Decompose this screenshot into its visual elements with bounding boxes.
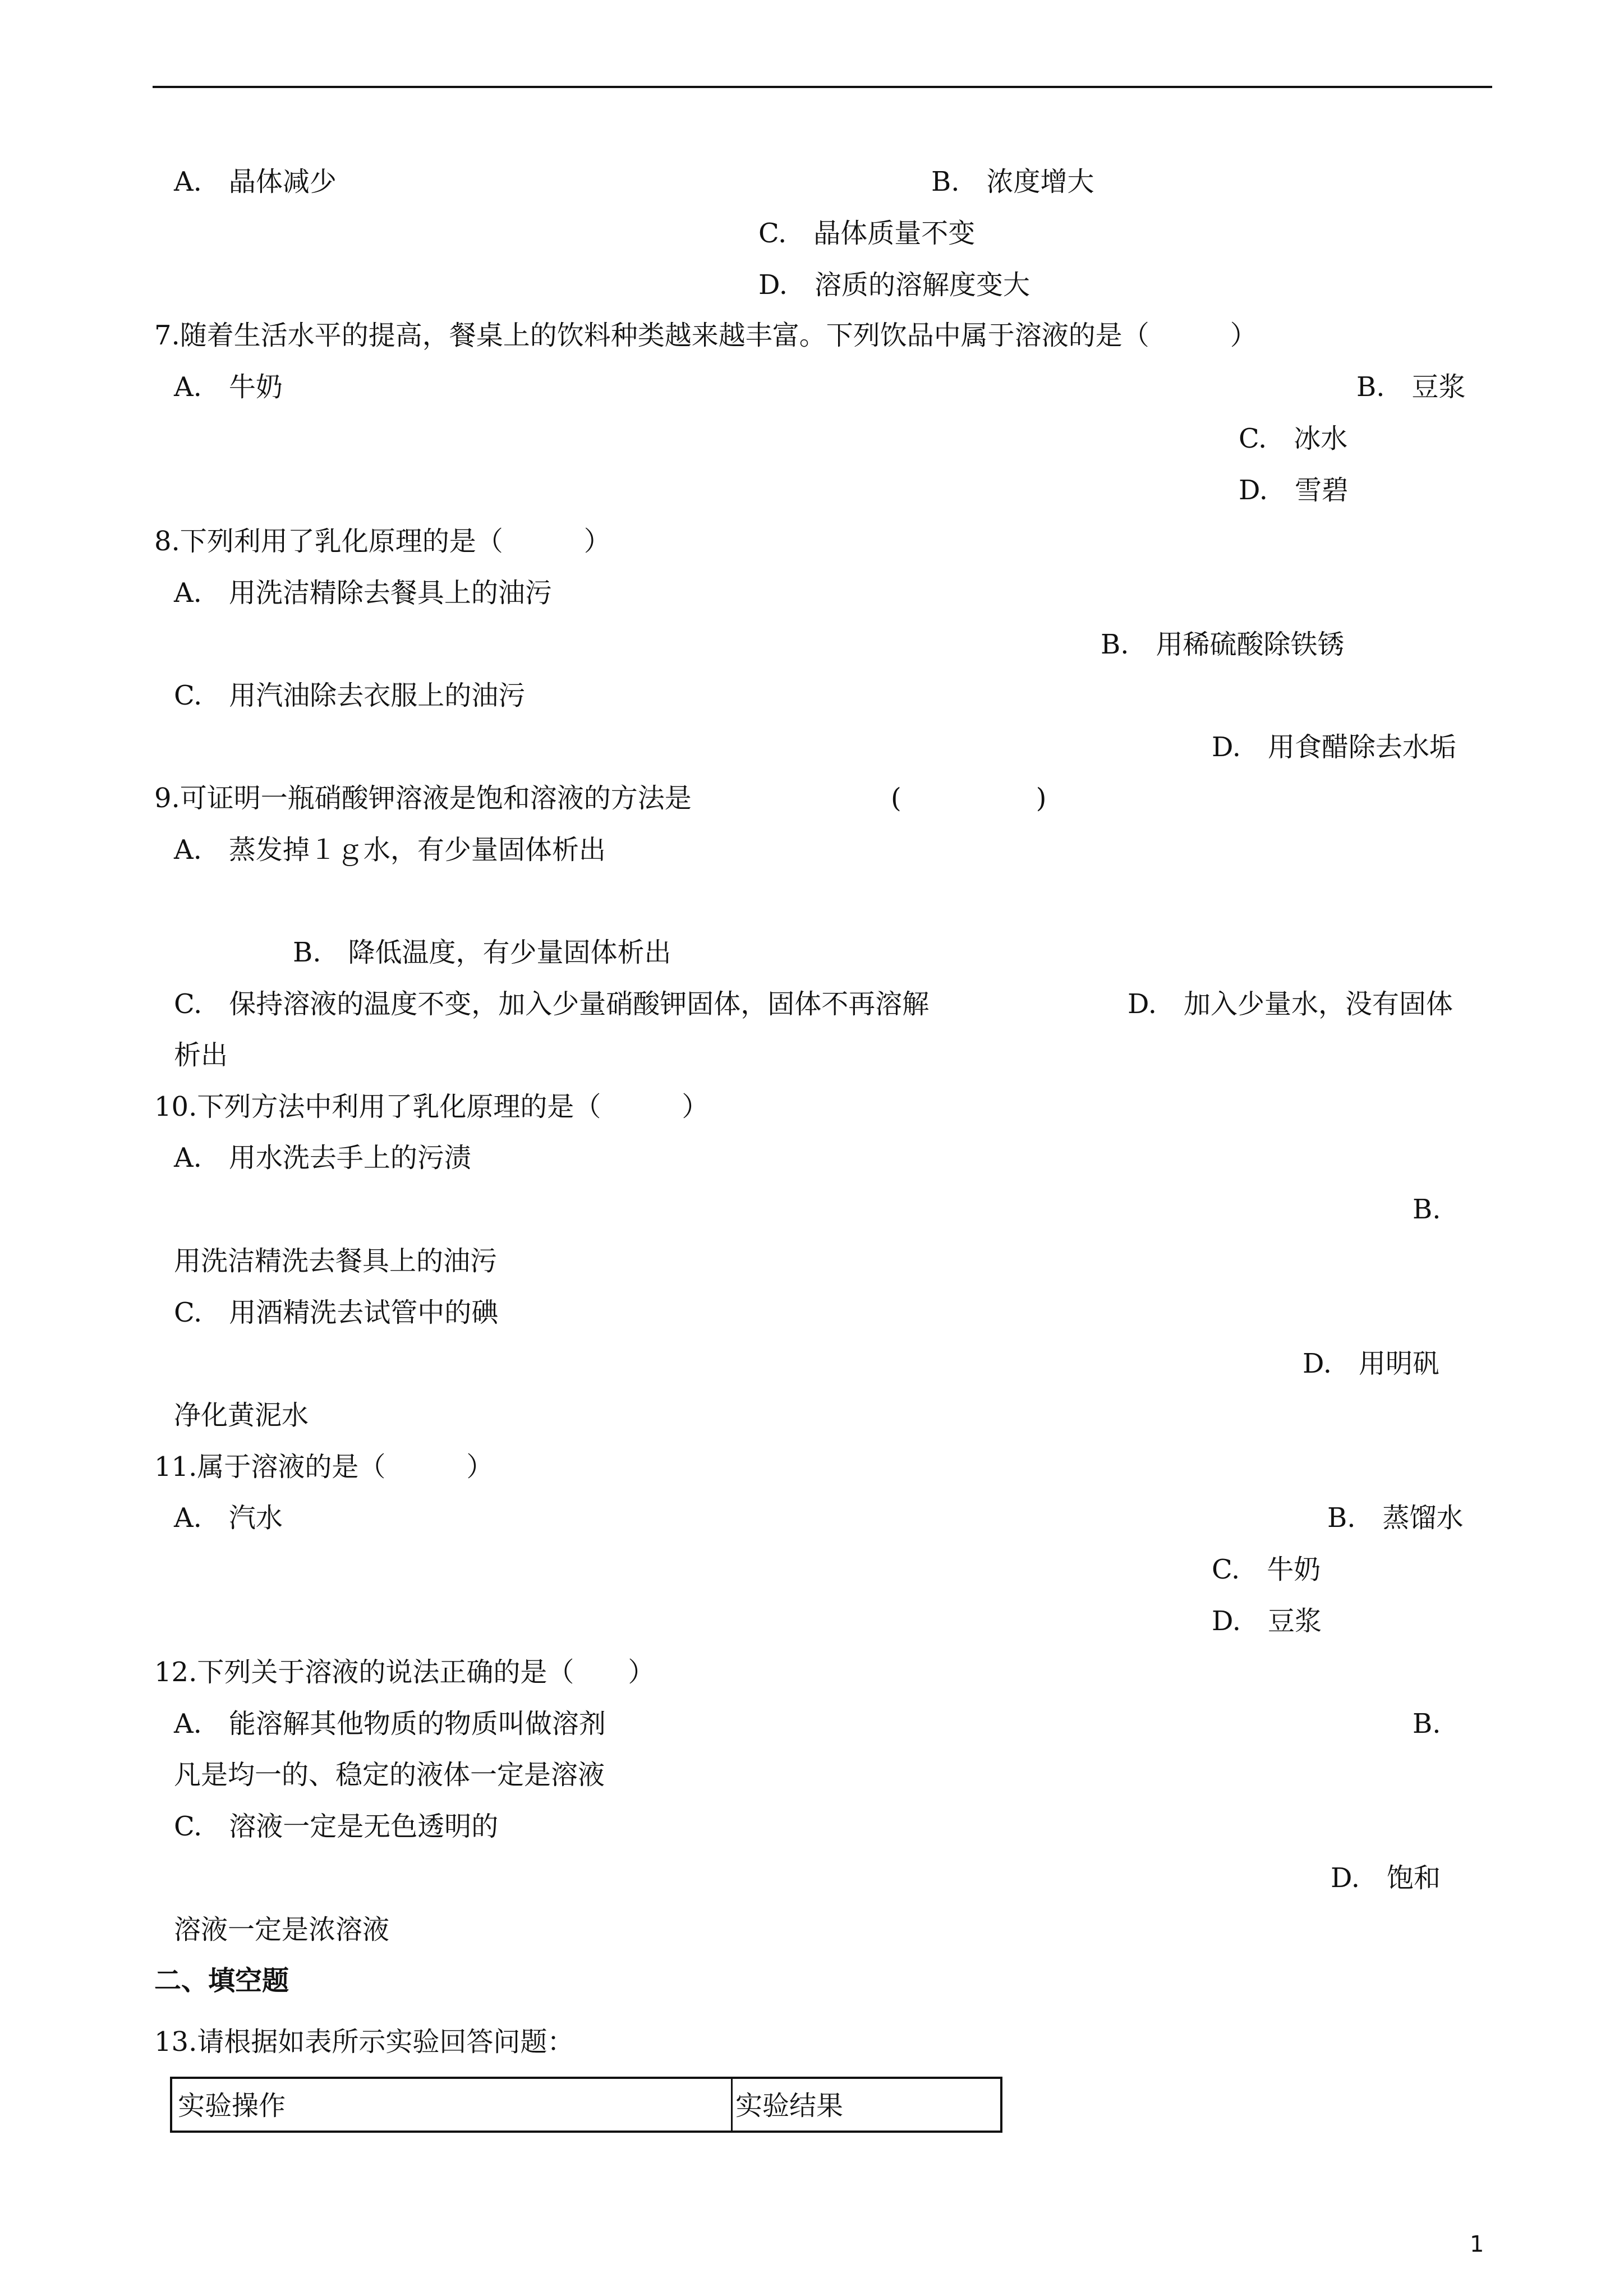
header-rule bbox=[153, 86, 1492, 88]
table-header-result: 实验结果 bbox=[735, 2090, 844, 2122]
q8-option-d: D. 用食醋除去水垢 bbox=[1212, 731, 1457, 763]
q8-option-c: C. 用汽油除去衣服上的油污 bbox=[174, 680, 526, 711]
q9-option-b: B. 降低温度，有少量固体析出 bbox=[293, 937, 671, 968]
q10-option-a: A. 用水洗去手上的污渍 bbox=[174, 1142, 471, 1174]
q10-option-d: D. 用明矾 bbox=[1303, 1348, 1440, 1379]
q9-answer-paren: ( ) bbox=[891, 783, 1047, 814]
experiment-table bbox=[170, 2077, 1002, 2133]
q12-option-b: B. bbox=[1413, 1708, 1441, 1740]
q7-stem: 7.随着生活水平的提高，餐桌上的饮料种类越来越丰富。下列饮品中属于溶液的是（ ） bbox=[154, 320, 1257, 351]
q7-option-d: D. 雪碧 bbox=[1239, 475, 1349, 506]
q6-option-a: A. 晶体减少 bbox=[174, 166, 337, 197]
q12-option-d-continued: 溶液一定是浓溶液 bbox=[174, 1914, 390, 1945]
q7-option-c: C. 冰水 bbox=[1239, 423, 1348, 454]
q8-option-b: B. 用稀硫酸除铁锈 bbox=[1101, 629, 1345, 660]
section-heading-fill-in: 二、填空题 bbox=[154, 1965, 289, 1996]
q13-stem: 13.请根据如表所示实验回答问题： bbox=[154, 2026, 574, 2058]
q8-stem: 8.下列利用了乳化原理的是（ ） bbox=[154, 526, 611, 557]
q10-option-d-continued: 净化黄泥水 bbox=[174, 1400, 309, 1431]
table-header-operation: 实验操作 bbox=[178, 2090, 286, 2122]
q9-option-d: D. 加入少量水，没有固体 bbox=[1128, 988, 1453, 1020]
q10-stem: 10.下列方法中利用了乳化原理的是（ ） bbox=[154, 1091, 709, 1122]
q12-option-d: D. 饱和 bbox=[1331, 1862, 1441, 1894]
q11-stem: 11.属于溶液的是（ ） bbox=[154, 1451, 494, 1483]
q7-option-b: B. 豆浆 bbox=[1356, 371, 1466, 403]
q11-option-c: C. 牛奶 bbox=[1212, 1554, 1321, 1585]
q7-option-a: A. 牛奶 bbox=[174, 371, 283, 403]
q12-option-a: A. 能溶解其他物质的物质叫做溶剂 bbox=[174, 1708, 606, 1740]
page-number: 1 bbox=[1470, 2231, 1484, 2257]
q8-option-a: A. 用洗洁精除去餐具上的油污 bbox=[174, 577, 552, 609]
q10-option-b: B. bbox=[1413, 1194, 1441, 1225]
q11-option-a: A. 汽水 bbox=[174, 1502, 283, 1534]
q9-option-d-continued: 析出 bbox=[174, 1039, 228, 1071]
q9-stem: 9.可证明一瓶硝酸钾溶液是饱和溶液的方法是 bbox=[154, 783, 692, 814]
q11-option-b: B. 蒸馏水 bbox=[1327, 1502, 1464, 1534]
q6-option-c: C. 晶体质量不变 bbox=[758, 218, 976, 249]
q12-option-b-continued: 凡是均一的、稳定的液体一定是溶液 bbox=[174, 1759, 605, 1791]
q10-option-b-continued: 用洗洁精洗去餐具上的油污 bbox=[174, 1245, 498, 1277]
q9-option-a: A. 蒸发掉１ｇ水，有少量固体析出 bbox=[174, 834, 606, 866]
q6-option-b: B. 浓度增大 bbox=[931, 166, 1094, 197]
q9-option-c: C. 保持溶液的温度不变，加入少量硝酸钾固体，固体不再溶解 bbox=[174, 988, 930, 1020]
table-column-divider bbox=[731, 2079, 733, 2131]
q12-option-c: C. 溶液一定是无色透明的 bbox=[174, 1811, 499, 1842]
q10-option-c: C. 用酒精洗去试管中的碘 bbox=[174, 1297, 499, 1328]
q11-option-d: D. 豆浆 bbox=[1212, 1605, 1322, 1637]
q6-option-d: D. 溶质的溶解度变大 bbox=[758, 269, 1030, 301]
q12-stem: 12.下列关于溶液的说法正确的是（ ） bbox=[154, 1657, 655, 1688]
